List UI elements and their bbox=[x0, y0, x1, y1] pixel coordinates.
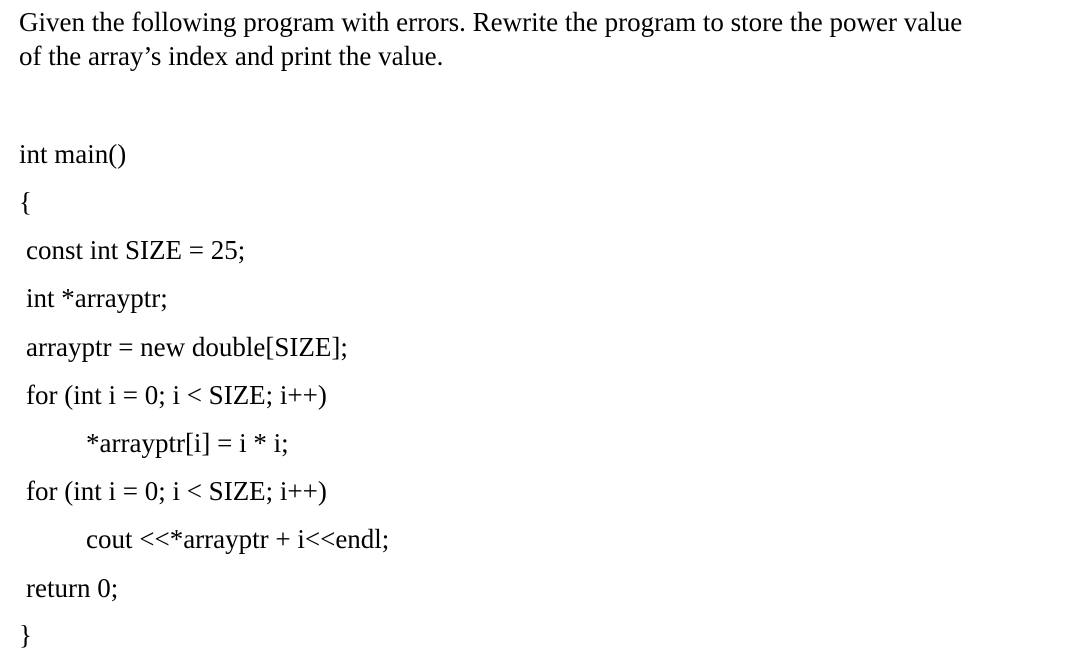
code-line-pointer-decl: int *arrayptr; bbox=[26, 283, 168, 313]
question-text bbox=[19, 5, 1059, 73]
code-line-open-brace: { bbox=[19, 187, 32, 217]
code-line-assign: *arrayptr[i] = i * i; bbox=[86, 428, 289, 458]
code-line-const: const int SIZE = 25; bbox=[26, 235, 246, 265]
question-line-2: of the array’s index and print the value. bbox=[19, 41, 444, 71]
question-line-1: Given the following program with errors. Rewrite the program to store the power value bbox=[19, 7, 963, 37]
code-line-return: return 0; bbox=[26, 573, 119, 603]
code-line-main: int main() bbox=[19, 139, 127, 169]
code-line-new: arrayptr = new double[SIZE]; bbox=[26, 332, 348, 362]
code-line-for-1: for (int i = 0; i < SIZE; i++) bbox=[26, 380, 327, 410]
code-line-close-brace: } bbox=[19, 620, 32, 650]
code-line-for-2: for (int i = 0; i < SIZE; i++) bbox=[26, 476, 327, 506]
code-line-cout: cout <<*arrayptr + i<<endl; bbox=[86, 524, 390, 554]
